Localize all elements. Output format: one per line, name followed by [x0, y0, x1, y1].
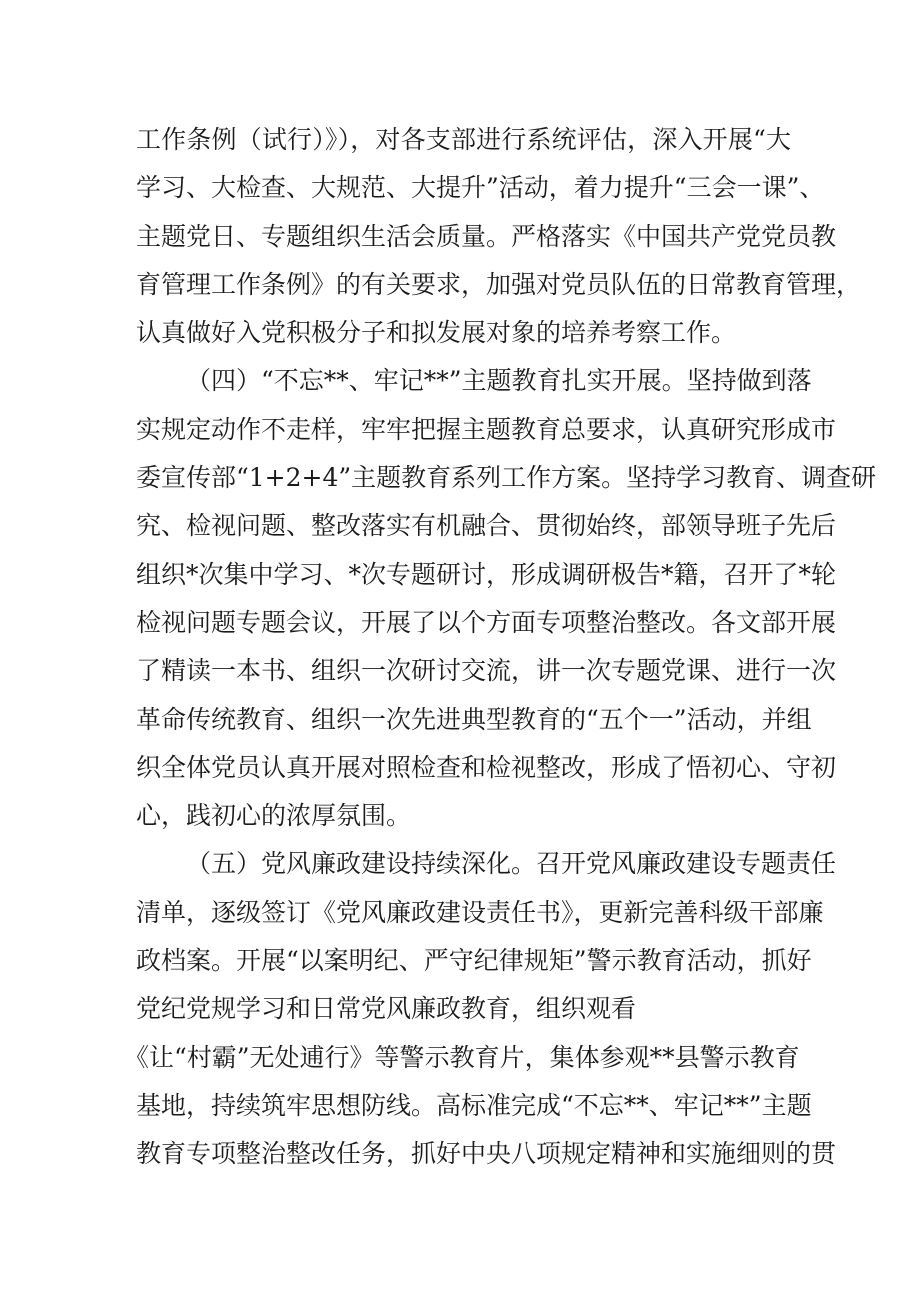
body-text — [124, 116, 877, 1179]
text-line: 教育专项整治整改任务，抓好中央八项规定精神和实施细则的贯 — [136, 1139, 837, 1169]
text-line: 认真做好入党积极分子和拟发展对象的培养考察工作。 — [136, 318, 737, 348]
text-line: 清单，逐级签订《党风廉政建设责任书》，更新完善科级干部廉 — [136, 897, 824, 927]
text-line: 心，践初心的浓厚氛围。 — [136, 801, 412, 831]
text-line: 主题党日、专题组织生活会质量。严格落实《中国共产党党员教 — [136, 221, 837, 251]
text-line: 检视问题专题会议，开展了以个方面专项整治整改。各文部开展 — [136, 607, 837, 637]
text-line: 《让“村霸”无处逋行》等警示教育片，集体参观**县警示教育 — [124, 1042, 800, 1072]
text-line: 工作条例（试行）》），对各支部进行系统评估，深入开展“大 — [136, 125, 791, 154]
text-line: 组织*次集中学习、*次专题研讨，形成调研极告*籍，召开了*轮 — [136, 559, 837, 589]
text-line: 委宣传部“1+2+4”主题教育系列工作方案。坚持学习教育、调查研 — [136, 463, 877, 493]
text-line: 党纪党规学习和日常党风廉政教育，组织观看 — [136, 994, 637, 1024]
text-line: 育管理工作条例》的有关要求，加强对党员队伍的日常教育管理， — [136, 269, 862, 299]
text-line: 政档案。开展“以案明纪、严守纪律规矩”警示教育活动，抓好 — [136, 946, 812, 976]
text-line: 了精读一本书、组织一次研讨交流，讲一次专题党课、进行一次 — [136, 656, 837, 686]
paragraph-heading-4: （四）“不忘**、牢记**”主题教育扎实开展。坚持做到落 — [186, 366, 812, 396]
text-line: 实规定动作不走样，牢牢把握主题教育总要求，认真研究形成市 — [136, 414, 837, 444]
text-line: 究、检视问题、整改落实有机融合、贯彻始终，部领导班子先后 — [136, 511, 837, 541]
text-line: 学习、大检查、大规范、大提升”活动，着力提升“三会一课”、 — [136, 173, 825, 203]
text-line: 织全体党员认真开展对照检查和检视整改，形成了悟初心、守初 — [136, 752, 837, 782]
text-line: 基地，持续筑牢思想防线。高标准完成“不忘**、牢记**”主题 — [136, 1090, 812, 1120]
paragraph-heading-5: （五）党风廉政建设持续深化。召开党风廉政建设专题责任 — [186, 849, 837, 879]
text-line: 革命传统教育、组织一次先进典型教育的“五个一”活动，并组 — [136, 704, 812, 734]
